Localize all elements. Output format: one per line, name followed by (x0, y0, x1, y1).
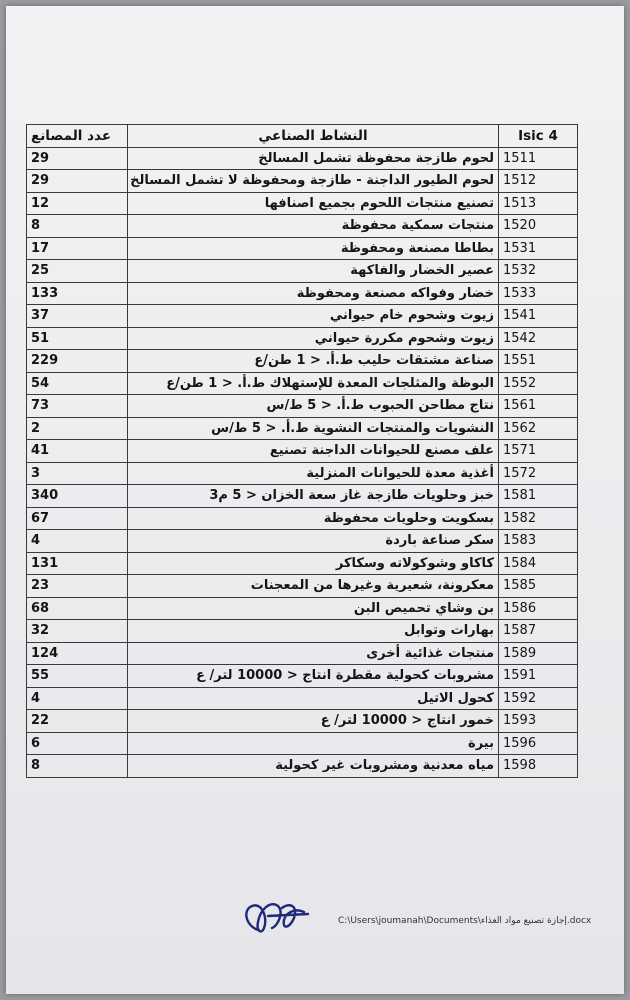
cell-factory-count: 4 (27, 530, 128, 553)
cell-isic-code: 1513 (499, 192, 578, 215)
cell-isic-code: 1572 (499, 462, 578, 485)
table-row (27, 755, 578, 778)
cell-isic-code: 1562 (499, 417, 578, 440)
cell-isic-code: 1591 (499, 665, 578, 688)
cell-factory-count: 29 (27, 170, 128, 193)
cell-isic-code: 1541 (499, 305, 578, 328)
cell-factory-count: 340 (27, 485, 128, 508)
cell-isic-code: 1571 (499, 440, 578, 463)
cell-factory-count: 68 (27, 597, 128, 620)
table-row (27, 417, 578, 440)
cell-industrial-activity: خمور انتاج < 10000 لتر/ ع (128, 710, 499, 733)
cell-factory-count: 37 (27, 305, 128, 328)
table-row (27, 530, 578, 553)
cell-factory-count: 41 (27, 440, 128, 463)
table-row (27, 687, 578, 710)
table-row (27, 507, 578, 530)
cell-factory-count: 12 (27, 192, 128, 215)
table-row (27, 147, 578, 170)
cell-factory-count: 4 (27, 687, 128, 710)
cell-industrial-activity: علف مصنع للحيوانات الداجنة تصنيع (128, 440, 499, 463)
cell-industrial-activity: سكر صناعة باردة (128, 530, 499, 553)
cell-factory-count: 51 (27, 327, 128, 350)
table-row (27, 575, 578, 598)
table-row (27, 440, 578, 463)
cell-industrial-activity: نتاج مطاحن الحبوب ط.أ. < 5 ط/س (128, 395, 499, 418)
cell-industrial-activity: زيوت وشحوم خام حيواني (128, 305, 499, 328)
table-row (27, 260, 578, 283)
table-row (27, 552, 578, 575)
cell-isic-code: 1584 (499, 552, 578, 575)
cell-isic-code: 1551 (499, 350, 578, 373)
table-header-row (27, 125, 578, 148)
table-row (27, 485, 578, 508)
cell-industrial-activity: لحوم الطيور الداجنة - طازجة ومحفوظة لا تشمل المسالخ (128, 170, 499, 193)
cell-isic-code: 1586 (499, 597, 578, 620)
cell-industrial-activity: النشويات والمنتجات النشوية ط.أ. < 5 ط/س (128, 417, 499, 440)
cell-industrial-activity: أغذية معدة للحيوانات المنزلية (128, 462, 499, 485)
cell-isic-code: 1520 (499, 215, 578, 238)
cell-factory-count: 17 (27, 237, 128, 260)
cell-factory-count: 229 (27, 350, 128, 373)
cell-industrial-activity: بهارات وتوابل (128, 620, 499, 643)
cell-isic-code: 1581 (499, 485, 578, 508)
table-row (27, 462, 578, 485)
table-row (27, 305, 578, 328)
factories-table (26, 124, 578, 778)
cell-industrial-activity: بيرة (128, 732, 499, 755)
table-row (27, 282, 578, 305)
table-row (27, 372, 578, 395)
cell-factory-count: 2 (27, 417, 128, 440)
signature-icon (238, 892, 328, 942)
header-industrial-activity: النشاط الصناعي (128, 125, 499, 148)
cell-factory-count: 6 (27, 732, 128, 755)
cell-factory-count: 32 (27, 620, 128, 643)
cell-factory-count: 8 (27, 755, 128, 778)
cell-industrial-activity: خبز وحلويات طازجة غاز سعة الخزان < 5 م3 (128, 485, 499, 508)
header-isic-code: Isic 4 (499, 125, 578, 148)
cell-industrial-activity: منتجات سمكية محفوظة (128, 215, 499, 238)
cell-industrial-activity: كحول الاتيل (128, 687, 499, 710)
cell-isic-code: 1532 (499, 260, 578, 283)
cell-isic-code: 1589 (499, 642, 578, 665)
cell-factory-count: 124 (27, 642, 128, 665)
cell-factory-count: 3 (27, 462, 128, 485)
cell-isic-code: 1533 (499, 282, 578, 305)
cell-industrial-activity: صناعة مشتقات حليب ط.أ. < 1 طن/ع (128, 350, 499, 373)
table-row (27, 350, 578, 373)
cell-isic-code: 1561 (499, 395, 578, 418)
cell-industrial-activity: منتجات غذائية أخرى (128, 642, 499, 665)
cell-isic-code: 1511 (499, 147, 578, 170)
cell-industrial-activity: مشروبات كحولية مقطرة انتاج < 10000 لتر/ ع (128, 665, 499, 688)
cell-isic-code: 1512 (499, 170, 578, 193)
table-row (27, 327, 578, 350)
cell-industrial-activity: خضار وفواكه مصنعة ومحفوظة (128, 282, 499, 305)
cell-isic-code: 1593 (499, 710, 578, 733)
cell-factory-count: 131 (27, 552, 128, 575)
cell-isic-code: 1592 (499, 687, 578, 710)
cell-factory-count: 22 (27, 710, 128, 733)
cell-isic-code: 1542 (499, 327, 578, 350)
table-row (27, 215, 578, 238)
cell-factory-count: 23 (27, 575, 128, 598)
cell-factory-count: 55 (27, 665, 128, 688)
cell-isic-code: 1583 (499, 530, 578, 553)
cell-factory-count: 8 (27, 215, 128, 238)
table-row (27, 597, 578, 620)
table-row (27, 642, 578, 665)
cell-factory-count: 133 (27, 282, 128, 305)
cell-industrial-activity: زيوت وشحوم مكررة حيواني (128, 327, 499, 350)
cell-industrial-activity: تصنيع منتجات اللحوم بجميع اصنافها (128, 192, 499, 215)
cell-isic-code: 1531 (499, 237, 578, 260)
cell-factory-count: 73 (27, 395, 128, 418)
table-row (27, 170, 578, 193)
cell-isic-code: 1596 (499, 732, 578, 755)
cell-factory-count: 29 (27, 147, 128, 170)
cell-isic-code: 1598 (499, 755, 578, 778)
document-page (6, 6, 624, 994)
cell-isic-code: 1552 (499, 372, 578, 395)
cell-isic-code: 1585 (499, 575, 578, 598)
cell-industrial-activity: بن وشاي تحميص البن (128, 597, 499, 620)
table-row (27, 237, 578, 260)
file-path-text: C:\Users\joumanah\Documents\إجازة تصنيع مواد الغذاء.docx (338, 916, 592, 926)
table-row (27, 710, 578, 733)
cell-factory-count: 25 (27, 260, 128, 283)
cell-isic-code: 1582 (499, 507, 578, 530)
cell-industrial-activity: معكرونة، شعيرية وغيرها من المعجنات (128, 575, 499, 598)
cell-industrial-activity: بسكويت وحلويات محفوظة (128, 507, 499, 530)
table-row (27, 732, 578, 755)
table-row (27, 620, 578, 643)
header-factory-count: عدد المصانع (27, 125, 128, 148)
cell-industrial-activity: كاكاو وشوكولاته وسكاكر (128, 552, 499, 575)
cell-factory-count: 67 (27, 507, 128, 530)
cell-industrial-activity: عصير الخضار والفاكهة (128, 260, 499, 283)
table-row (27, 395, 578, 418)
cell-isic-code: 1587 (499, 620, 578, 643)
cell-industrial-activity: البوظة والمثلجات المعدة للإستهلاك ط.أ. < 1 طن/ع (128, 372, 499, 395)
cell-industrial-activity: مياه معدنية ومشروبات غير كحولية (128, 755, 499, 778)
page-footer (238, 892, 598, 952)
table-row (27, 665, 578, 688)
table-row (27, 192, 578, 215)
cell-industrial-activity: لحوم طازجة محفوظة تشمل المسالخ (128, 147, 499, 170)
cell-industrial-activity: بطاطا مصنعة ومحفوظة (128, 237, 499, 260)
cell-factory-count: 54 (27, 372, 128, 395)
